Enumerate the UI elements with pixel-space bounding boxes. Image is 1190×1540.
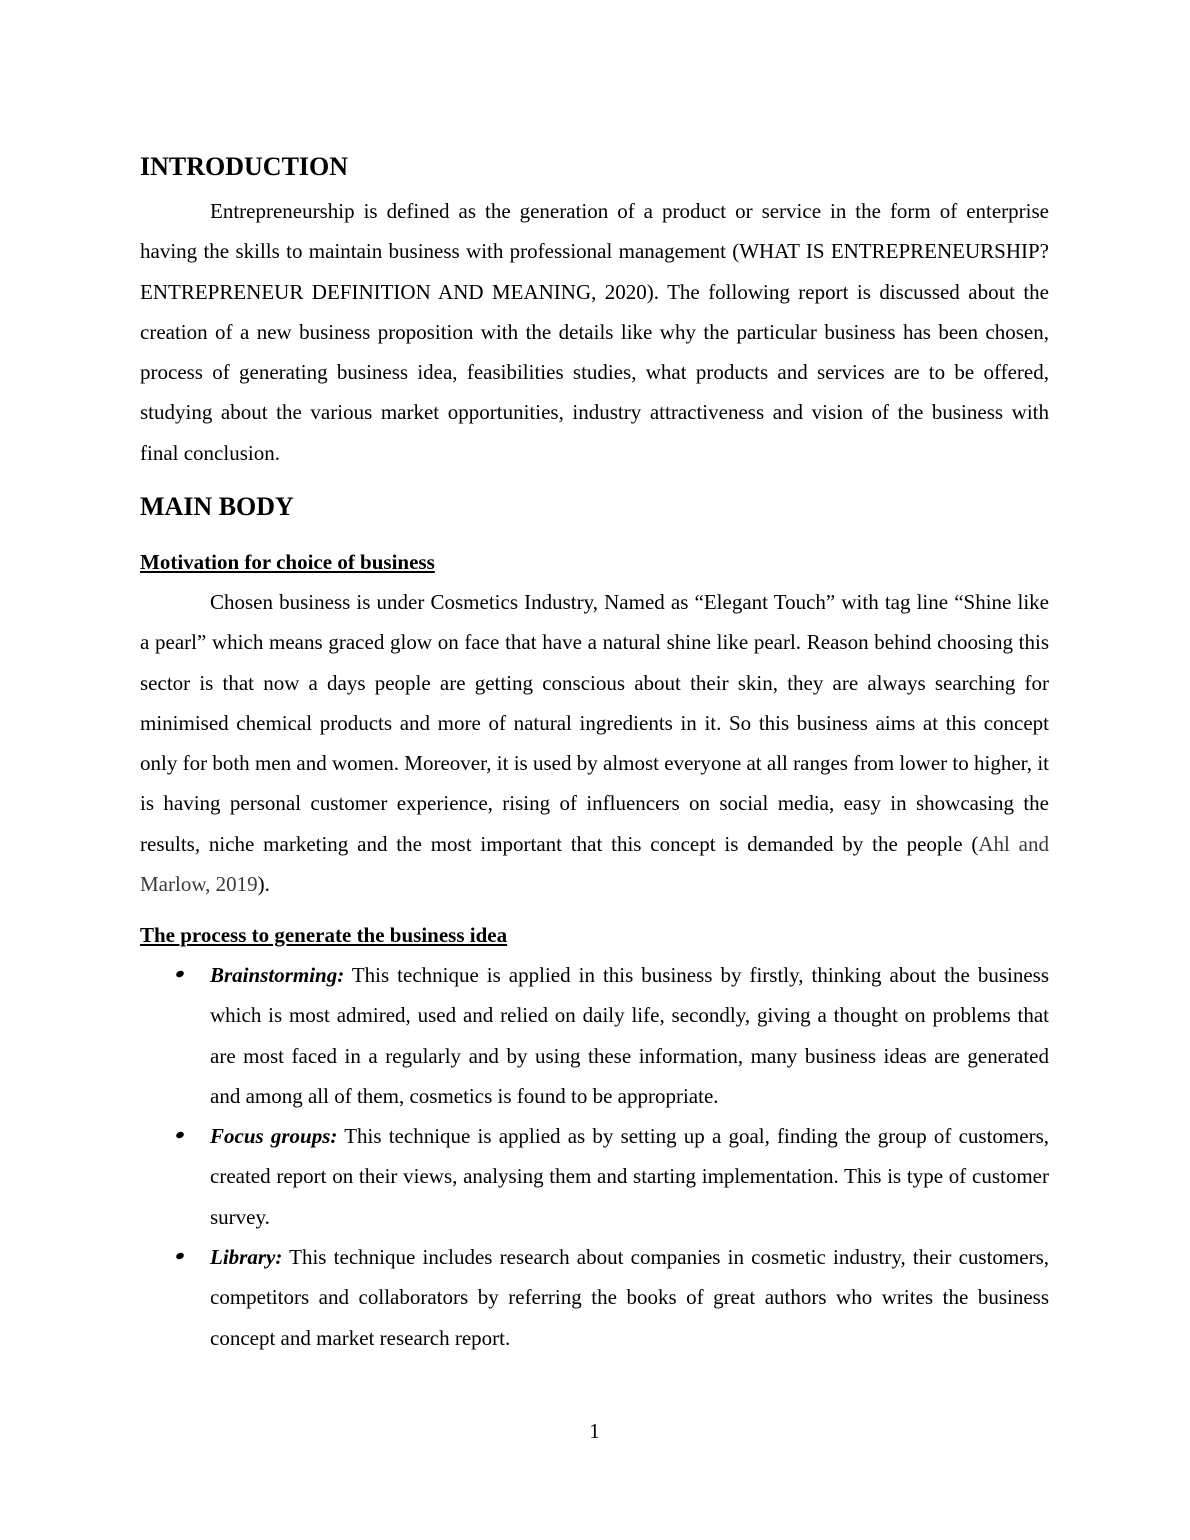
document-page [140,0,1049,1540]
motivation-paragraph [140,582,1049,904]
list-item-library [140,1237,1049,1358]
motivation-paragraph-text: Chosen business is under Cosmetics Industry, Named as “Elegant Touch” with tag line “Shine like a pearl” which means graced glow on face that have a natural shine like pearl. Reason behind choosing this sector is that now a days people are getting conscious about their skin, they are always searching for minimised chemical products and more of natural ingredients in it. So this business aims at this concept only for both men and women. Moreover, it is used by almost everyone at all ranges from lower to higher, it is having personal customer experience, rising of influencers on social media, easy in showcasing the results, niche marketing and the most important that this concept is demanded by the people ( [140,590,1049,856]
main-body-heading: MAIN BODY [140,492,294,521]
bullet-text: This technique is applied as by setting up a goal, finding the group of customers, created report on their views, analysing them and starting implementation. This is type of customer survey. [210,1124,1049,1229]
bullet-text: This technique is applied in this business by firstly, thinking about the business which is most admired, used and relied on daily life, secondly, giving a thought on problems that are most faced in a regularly and by using these information, many business ideas are generated and among all of them, cosmetics is found to be appropriate. [210,963,1049,1108]
bullet-term: Brainstorming: [210,963,345,987]
page-number: 1 [589,1419,600,1443]
motivation-paragraph-end: ). [257,872,270,897]
process-bullet-list [140,955,1049,1358]
bullet-icon [175,1252,185,1261]
citation-link: Ahl and Marlow, 2019 [140,831,1050,897]
bullet-icon [175,1131,185,1140]
bullet-term: Library: [210,1245,283,1270]
introduction-paragraph: Entrepreneurship is defined as the generation of a product or service in the form of enterprise having the skills to maintain business with professional management (WHAT IS ENTREPRENEURSHIP? ENTREPRENEUR DEFINITION AND MEANING, 2020). The following report is discussed about the creation of a new business proposition with the details like why the particular business has been chosen, process of generating business idea, feasibilities studies, what products and services are to be offered, studying about the various market opportunities, industry attractiveness and vision of the business with final conclusion. [140,199,1049,465]
bullet-text: This technique includes research about companies in cosmetic industry, their customers, competitors and collaborators by referring the books of great authors who writes the business concept and market research report. [210,1245,1049,1350]
bullet-term: Focus groups: [210,1124,338,1149]
list-item-focus-groups [140,1116,1049,1237]
motivation-subheading: Motivation for choice of business [140,550,435,574]
bullet-icon [175,970,185,979]
list-item-brainstorming [140,955,1049,1116]
introduction-heading: INTRODUCTION [140,152,349,181]
process-subheading: The process to generate the business idea [140,923,508,947]
